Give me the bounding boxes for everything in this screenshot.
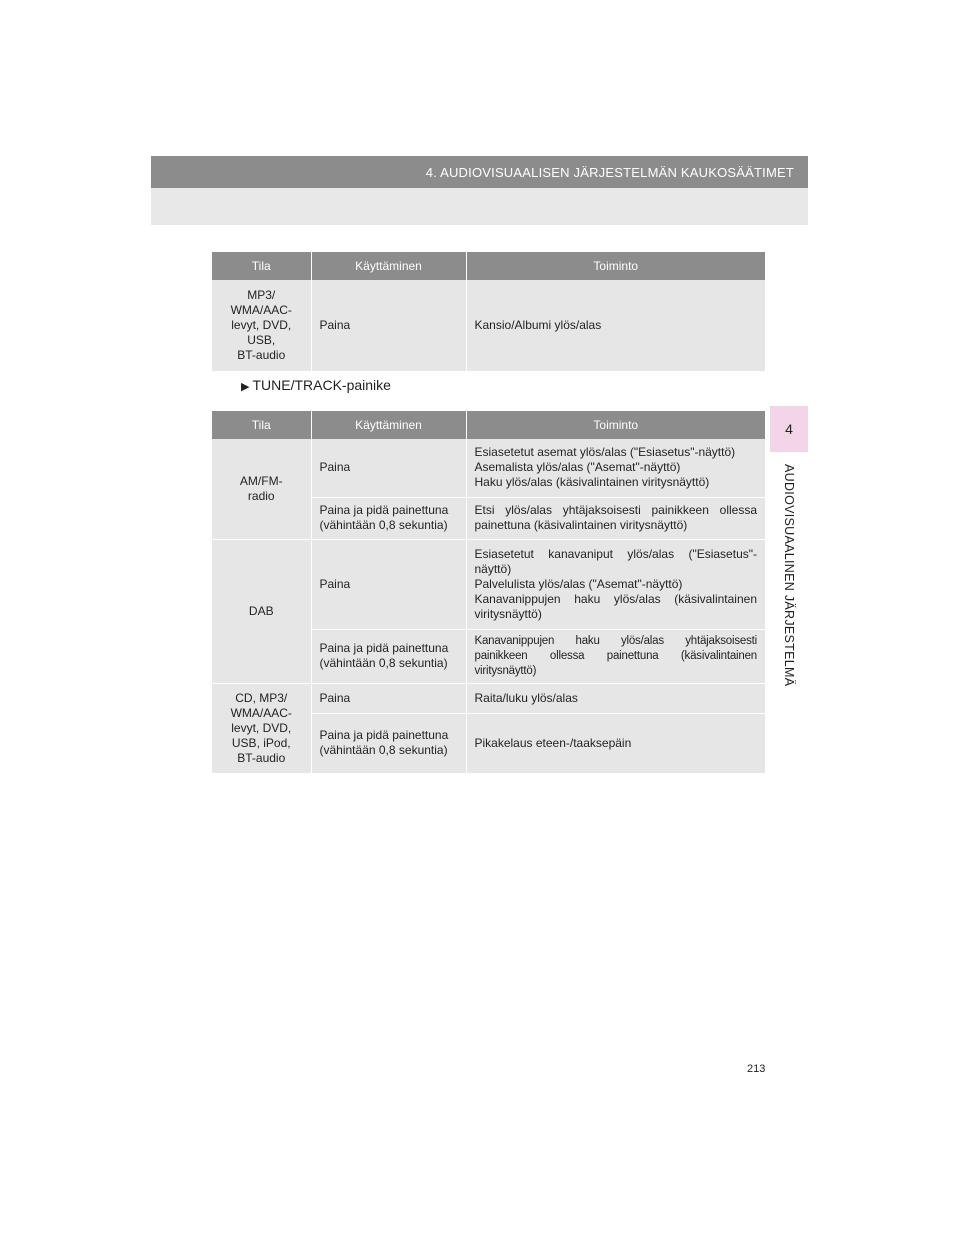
section-heading-text: TUNE/TRACK-painike bbox=[252, 377, 391, 393]
function-line: Raita/luku ylös/alas bbox=[474, 690, 578, 705]
mode-line: radio bbox=[247, 488, 275, 503]
operation-line: Paina ja pidä painettuna bbox=[319, 728, 449, 742]
operation-cell bbox=[311, 713, 466, 773]
table-header-row bbox=[212, 252, 765, 280]
table-mp3-folder bbox=[212, 252, 765, 372]
header-tila: Tila bbox=[212, 411, 311, 439]
function-line: Esiasetetut kanavaniput ylös/alas ("Esiasetus"-näyttö) bbox=[474, 546, 757, 576]
operation-cell bbox=[311, 439, 466, 497]
operation-cell bbox=[311, 497, 466, 539]
chapter-title: 4. AUDIOVISUAALISEN JÄRJESTELMÄN KAUKOSÄÄTIMET bbox=[425, 165, 794, 180]
operation-cell bbox=[311, 683, 466, 713]
operation-cell bbox=[311, 539, 466, 629]
function-line: Haku ylös/alas (käsivalintainen viritysnäyttö) bbox=[474, 475, 710, 490]
mode-line: WMA/AAC- bbox=[230, 302, 292, 317]
section-heading bbox=[241, 377, 391, 393]
operation-line: Paina bbox=[319, 576, 351, 591]
operation-line: (vähintään 0,8 sekuntia) bbox=[319, 743, 448, 757]
table-row bbox=[212, 439, 765, 497]
mode-line: WMA/AAC- bbox=[230, 705, 292, 720]
header-toiminto: Toiminto bbox=[466, 252, 765, 280]
chapter-tab: 4 bbox=[770, 406, 808, 452]
function-line: Palvelulista ylös/alas ("Asemat"-näyttö) bbox=[474, 576, 683, 591]
mode-line: BT-audio bbox=[237, 750, 286, 765]
table-row bbox=[212, 280, 765, 371]
operation-line: Paina bbox=[319, 460, 351, 475]
function-line: Kansio/Albumi ylös/alas bbox=[474, 317, 602, 332]
header-kayttaminen: Käyttäminen bbox=[311, 252, 466, 280]
mode-line: USB, bbox=[247, 332, 276, 347]
mode-line: AM/FM- bbox=[239, 473, 283, 488]
chapter-side-label: AUDIOVISUAALINEN JÄRJESTELMÄ bbox=[782, 464, 796, 687]
operation-cell: Paina bbox=[311, 280, 466, 371]
function-cell bbox=[466, 713, 765, 773]
table-row bbox=[212, 539, 765, 629]
table-header-row bbox=[212, 411, 765, 439]
chapter-header-bar bbox=[151, 156, 808, 188]
function-line: Kanavanippujen haku ylös/alas (käsivalintainen viritysnäyttö) bbox=[474, 591, 757, 621]
mode-line: USB, iPod, bbox=[231, 735, 291, 750]
function-cell bbox=[466, 683, 765, 713]
operation-line: (vähintään 0,8 sekuntia) bbox=[319, 656, 448, 670]
triangle-bullet-icon: ▶ bbox=[241, 381, 250, 393]
header-kayttaminen: Käyttäminen bbox=[311, 411, 466, 439]
table-row bbox=[212, 683, 765, 713]
operation-line: Paina ja pidä painettuna bbox=[319, 503, 449, 517]
mode-line: MP3/ bbox=[247, 287, 276, 302]
mode-cell bbox=[212, 539, 311, 683]
mode-line: levyt, DVD, bbox=[231, 720, 292, 735]
operation-cell bbox=[311, 629, 466, 683]
mode-cell bbox=[212, 683, 311, 773]
function-cell: Etsi ylös/alas yhtäjaksoisesti painikkeen ollessa painettuna (käsivalintainen viritysnäyttö) bbox=[466, 497, 765, 539]
page-number: 213 bbox=[747, 1063, 766, 1075]
mode-cell bbox=[212, 280, 311, 371]
mode-line: levyt, DVD, bbox=[231, 317, 292, 332]
header-tila: Tila bbox=[212, 252, 311, 280]
header-toiminto: Toiminto bbox=[466, 411, 765, 439]
mode-cell bbox=[212, 439, 311, 539]
function-line: Pikakelaus eteen-/taaksepäin bbox=[474, 735, 632, 750]
operation-line: (vähintään 0,8 sekuntia) bbox=[319, 518, 448, 532]
function-cell bbox=[466, 439, 765, 497]
operation-line: Paina bbox=[319, 690, 351, 705]
operation-line: Paina ja pidä painettuna bbox=[319, 641, 449, 655]
table-tune-track bbox=[212, 411, 765, 774]
mode-line: DAB bbox=[248, 603, 274, 618]
function-cell bbox=[466, 539, 765, 629]
function-cell bbox=[466, 280, 765, 371]
function-line: Esiasetetut asemat ylös/alas ("Esiasetus"-näyttö) bbox=[474, 445, 736, 460]
header-sub-band bbox=[151, 188, 808, 225]
function-line: Asemalista ylös/alas ("Asemat"-näyttö) bbox=[474, 460, 681, 475]
mode-line: BT-audio bbox=[237, 347, 286, 362]
mode-line: CD, MP3/ bbox=[235, 690, 288, 705]
function-cell: Kanavanippujen haku ylös/alas yhtäjaksoisesti painikkeen ollessa painettuna (käsivalintainen viritysnäyttö) bbox=[466, 629, 765, 683]
